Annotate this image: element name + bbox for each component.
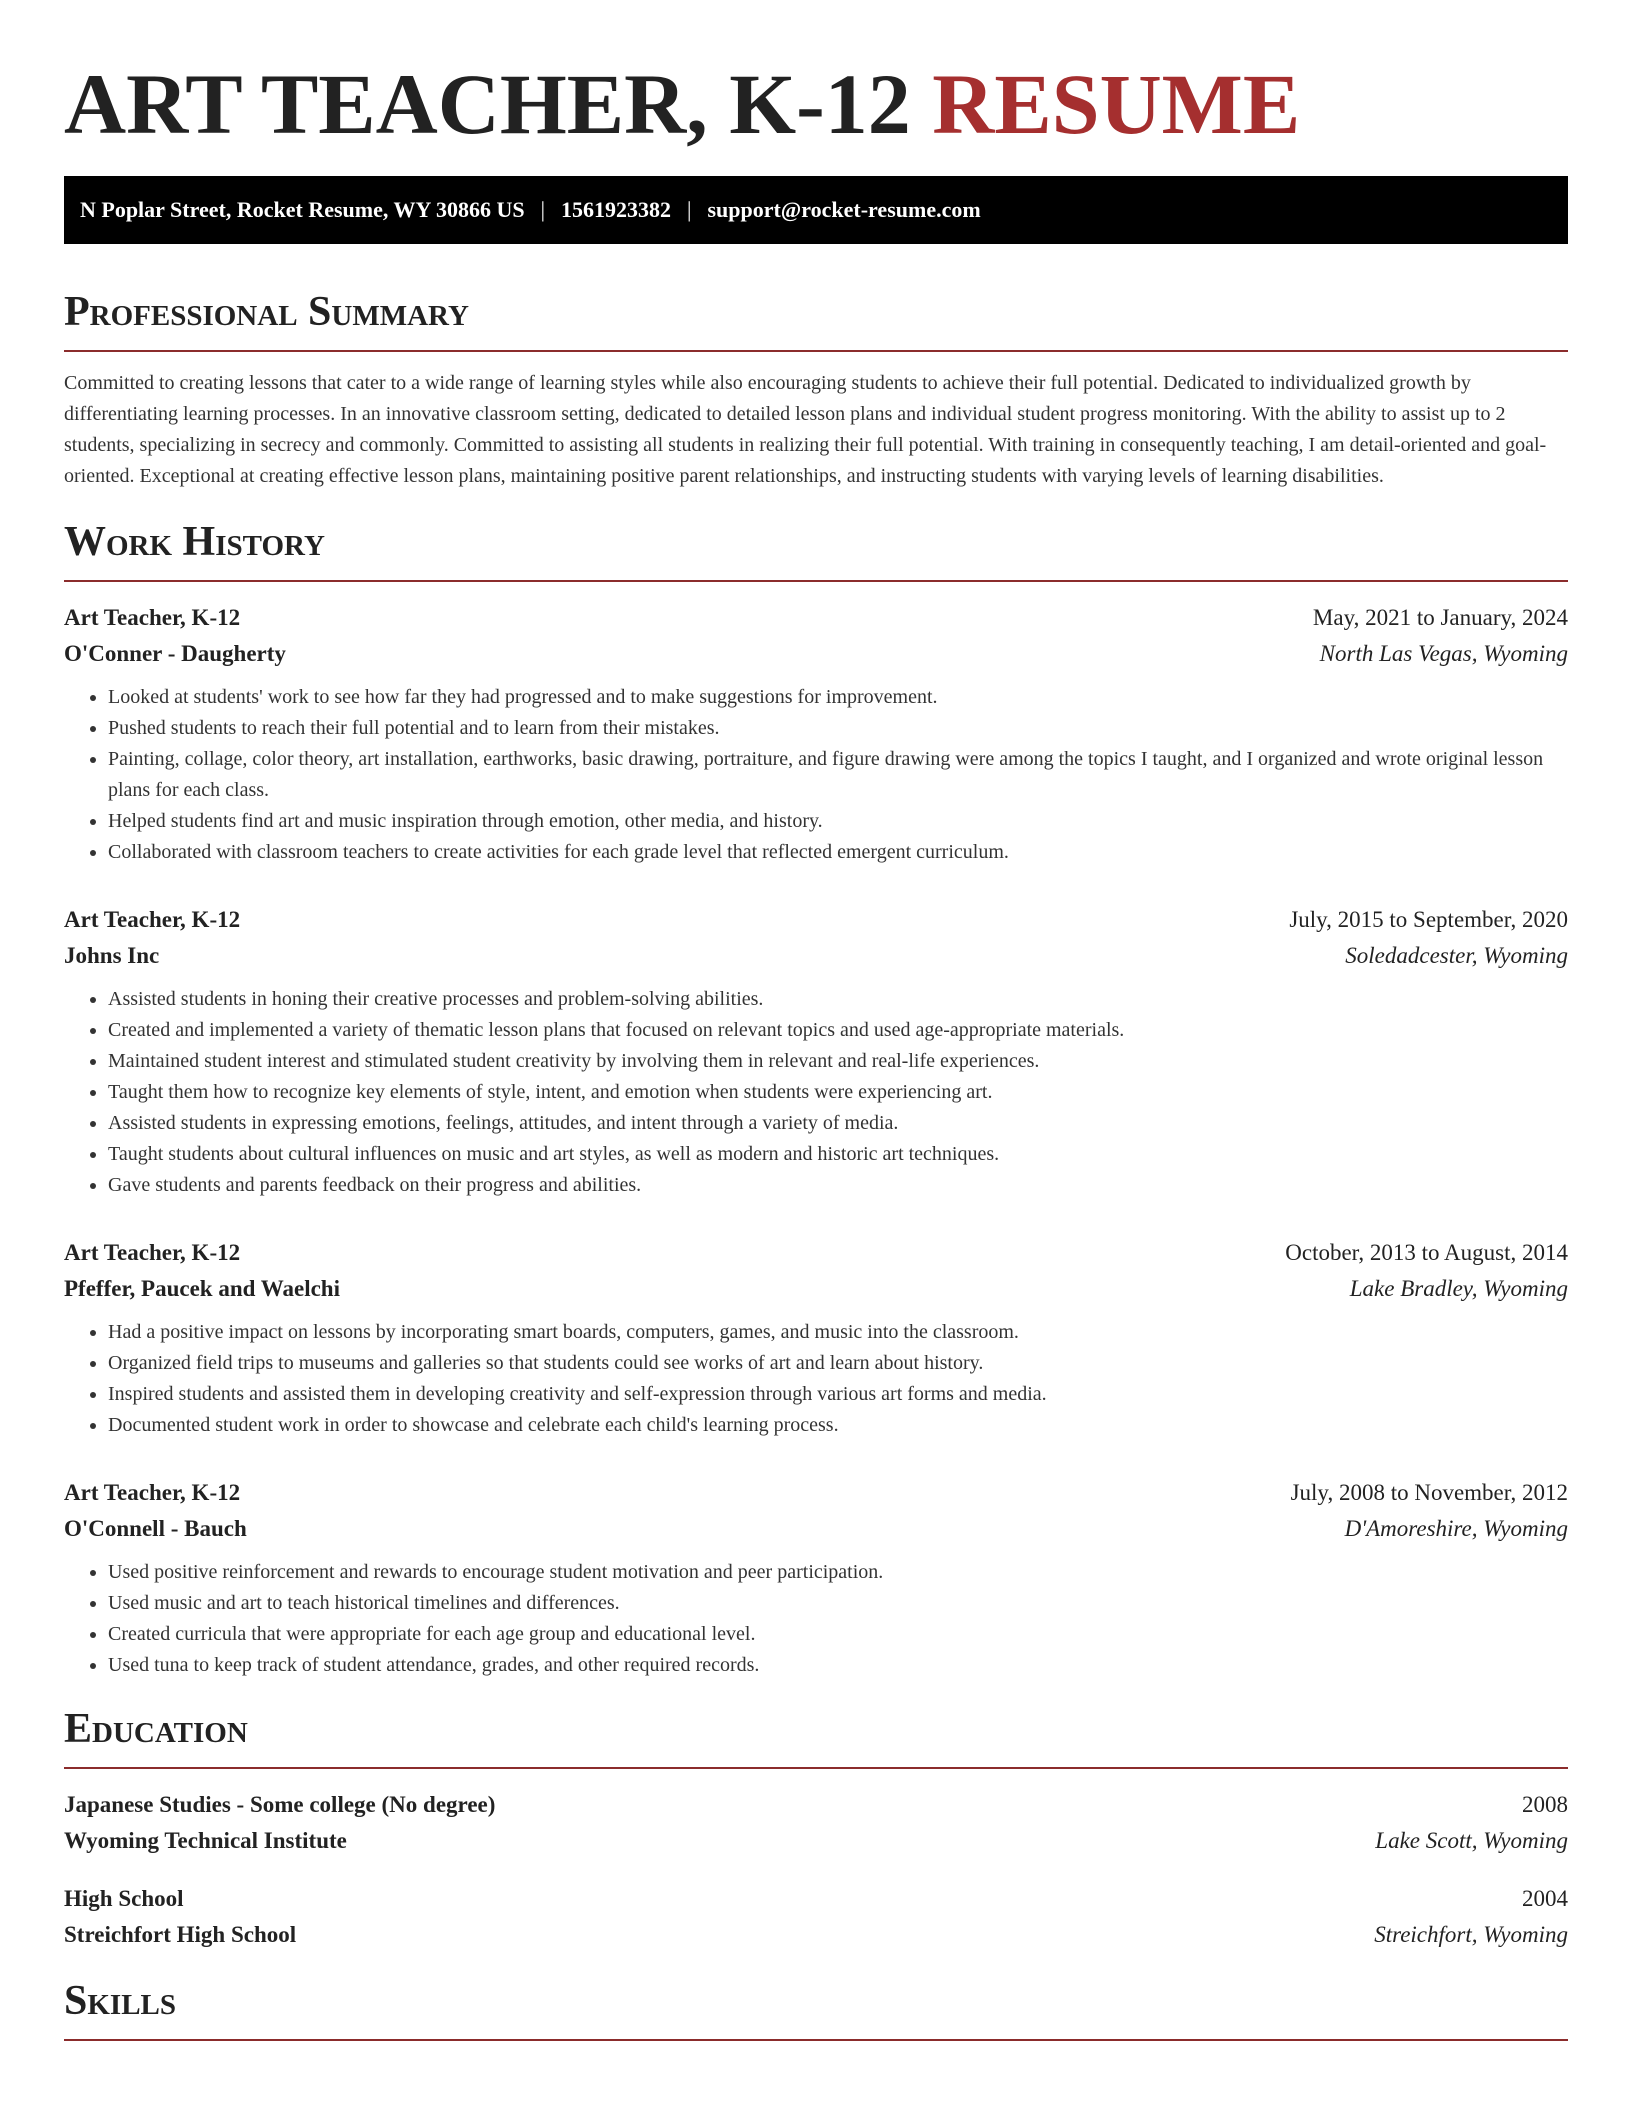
- job-company: O'Conner - Daugherty: [64, 641, 286, 666]
- job-entry: [64, 1475, 1568, 1681]
- contact-bar: [64, 176, 1568, 244]
- contact-separator: |: [540, 197, 546, 222]
- job-header-row: [64, 1235, 1568, 1271]
- section-divider: [64, 2039, 1568, 2041]
- job-company: O'Connell - Bauch: [64, 1516, 247, 1541]
- job-header-row: [64, 600, 1568, 636]
- job-header-row: [64, 1475, 1568, 1511]
- education-year: 2004: [1522, 1886, 1568, 1911]
- education-school-row: [64, 1823, 1568, 1859]
- education-degree: High School: [64, 1886, 184, 1911]
- job-company-row: [64, 1511, 1568, 1547]
- education-entry: [64, 1787, 1568, 1859]
- section-divider: [64, 350, 1568, 352]
- bullet-item: • Taught them how to recognize key elements of style, intent, and emotion when students were experiencing art.: [108, 1077, 1568, 1108]
- education-location: Lake Scott, Wyoming: [1375, 1828, 1568, 1853]
- job-entry: [64, 600, 1568, 868]
- bullet-item: • Used music and art to teach historical timelines and differences.: [108, 1588, 1568, 1619]
- job-location: Soledadcester, Wyoming: [1345, 943, 1568, 968]
- bullet-item: • Had a positive impact on lessons by incorporating smart boards, computers, games, and music into the classroom.: [108, 1317, 1568, 1348]
- education-degree-row: [64, 1787, 1568, 1823]
- bullet-item: • Maintained student interest and stimulated student creativity by involving them in relevant and real-life experiences.: [108, 1046, 1568, 1077]
- education-location: Streichfort, Wyoming: [1374, 1922, 1568, 1947]
- bullet-item: • Helped students find art and music inspiration through emotion, other media, and history.: [108, 806, 1568, 837]
- job-company-row: [64, 938, 1568, 974]
- job-entry: [64, 1235, 1568, 1441]
- job-dates: July, 2015 to September, 2020: [1289, 907, 1568, 932]
- education-entry: [64, 1881, 1568, 1953]
- job-company-row: [64, 1271, 1568, 1307]
- resume-title: [64, 0, 1568, 156]
- job-header-row: [64, 902, 1568, 938]
- job-bullets: [64, 1557, 1568, 1681]
- bullet-item: • Collaborated with classroom teachers to create activities for each grade level that reflected emergent curriculum.: [108, 837, 1568, 868]
- work-history-heading: Work History: [64, 519, 325, 565]
- job-title: Art Teacher, K-12: [64, 1240, 241, 1265]
- job-title: Art Teacher, K-12: [64, 907, 241, 932]
- contact-phone[interactable]: 1561923382: [561, 197, 672, 222]
- job-location: D'Amoreshire, Wyoming: [1344, 1516, 1568, 1541]
- contact-separator: |: [687, 197, 692, 222]
- job-entry: [64, 902, 1568, 1201]
- title-accent: RESUME: [932, 56, 1301, 152]
- skills-heading: Skills: [64, 1978, 177, 2024]
- bullet-item: • Used positive reinforcement and rewards to encourage student motivation and peer participation.: [108, 1557, 1568, 1588]
- education-school: Streichfort High School: [64, 1922, 297, 1947]
- job-location: Lake Bradley, Wyoming: [1349, 1276, 1568, 1301]
- bullet-item: • Created and implemented a variety of thematic lesson plans that focused on relevant topics and used age-appropriate materials.: [108, 1015, 1568, 1046]
- bullet-item: • Assisted students in honing their creative processes and problem-solving abilities.: [108, 984, 1568, 1015]
- job-title: Art Teacher, K-12: [64, 605, 241, 630]
- job-bullets: [64, 984, 1568, 1201]
- contact-address: N Poplar Street, Rocket Resume, WY 30866 US: [80, 197, 525, 222]
- job-location: North Las Vegas, Wyoming: [1319, 641, 1568, 666]
- job-bullets: [64, 682, 1568, 868]
- bullet-item: • Created curricula that were appropriate for each age group and educational level.: [108, 1619, 1568, 1650]
- section-divider: [64, 1767, 1568, 1769]
- job-company: Pfeffer, Paucek and Waelchi: [64, 1276, 340, 1301]
- contact-email[interactable]: support@rocket-resume.com: [707, 197, 981, 222]
- bullet-item: • Taught students about cultural influences on music and art styles, as well as modern and historic art techniques.: [108, 1139, 1568, 1170]
- job-bullets: [64, 1317, 1568, 1441]
- bullet-item: • Documented student work in order to showcase and celebrate each child's learning process.: [108, 1410, 1568, 1441]
- bullet-item: • Inspired students and assisted them in developing creativity and self-expression through various art forms and media.: [108, 1379, 1568, 1410]
- job-dates: May, 2021 to January, 2024: [1312, 605, 1568, 630]
- job-dates: October, 2013 to August, 2014: [1285, 1240, 1568, 1265]
- summary-heading: Professional Summary: [64, 289, 469, 335]
- education-school: Wyoming Technical Institute: [64, 1828, 347, 1853]
- education-degree: Japanese Studies - Some college (No degree): [64, 1792, 496, 1817]
- bullet-item: • Organized field trips to museums and galleries so that students could see works of art and learn about history.: [108, 1348, 1568, 1379]
- bullet-item: • Gave students and parents feedback on their progress and abilities.: [108, 1170, 1568, 1201]
- education-heading: Education: [64, 1706, 248, 1752]
- bullet-item: • Used tuna to keep track of student attendance, grades, and other required records.: [108, 1650, 1568, 1681]
- education-degree-row: [64, 1881, 1568, 1917]
- job-dates: July, 2008 to November, 2012: [1290, 1480, 1568, 1505]
- job-company: Johns Inc: [64, 943, 160, 968]
- job-company-row: [64, 636, 1568, 672]
- bullet-item: • Pushed students to reach their full potential and to learn from their mistakes.: [108, 713, 1568, 744]
- bullet-item: • Looked at students' work to see how far they had progressed and to make suggestions for improvement.: [108, 682, 1568, 713]
- bullet-item: • Assisted students in expressing emotions, feelings, attitudes, and intent through a variety of media.: [108, 1108, 1568, 1139]
- job-title: Art Teacher, K-12: [64, 1480, 241, 1505]
- bullet-item: • Painting, collage, color theory, art installation, earthworks, basic drawing, portraiture, and figure drawing were among the topics I taught, and I organized and wrote original lesson plans for each class.: [108, 744, 1568, 806]
- summary-text: Committed to creating lessons that cater to a wide range of learning styles while also encouraging students to achieve their full potential. Dedicated to individualized growth by differentiating learning processes. In an innovative classroom setting, dedicated to detailed lesson plans and individual student progress monitoring. With the ability to assist up to 2 students, specializing in secrecy and commonly. Committed to assisting all students in realizing their full potential. With training in consequently teaching, I am detail-oriented and goal-oriented. Exceptional at creating effective lesson plans, maintaining positive parent relationships, and instructing students with varying levels of learning disabilities.: [64, 372, 1547, 487]
- title-main: ART TEACHER, K-12: [64, 56, 911, 152]
- section-divider: [64, 580, 1568, 582]
- education-year: 2008: [1522, 1792, 1568, 1817]
- education-school-row: [64, 1917, 1568, 1953]
